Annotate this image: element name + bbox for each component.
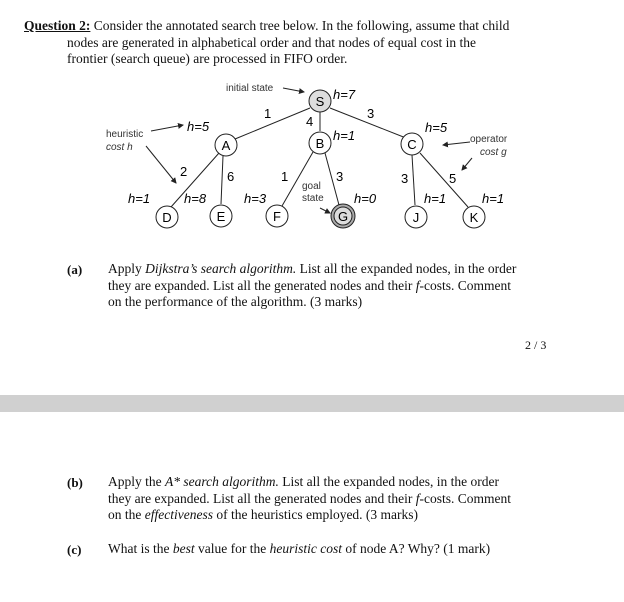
heuristic-J: h=1 [424,191,447,206]
edge-S-A [235,108,310,139]
operator-label-2: cost g [480,147,507,158]
node-B [309,132,331,154]
cost-B-G: 3 [336,169,344,184]
heuristic-arrow-1 [151,125,183,131]
part-a-label: (a) [67,262,83,277]
svg-text:J: J [412,210,420,225]
part-c-label: (c) [67,542,82,557]
heuristic-B: h=1 [333,128,356,143]
svg-text:K: K [469,210,479,225]
cost-S-A: 1 [264,106,272,121]
part-b-label: (b) [67,475,83,490]
heuristic-label-1: heuristic [106,129,144,140]
question-line-2: nodes are generated in alphabetical order and that nodes of equal cost in the [67,34,476,50]
node-D [156,206,178,228]
svg-text:D: D [162,210,172,225]
node-A [215,134,237,156]
page-number: 2 / 3 [525,338,547,352]
node-C [401,133,423,155]
operator-arrow-2 [462,158,472,170]
operator-arrow-1 [443,142,470,145]
heuristic-D: h=1 [128,191,151,206]
question-label: Question 2: [24,18,91,33]
question-line-3: frontier (search queue) are processed in FIFO order. [67,51,348,66]
heuristic-A: h=5 [187,119,210,134]
heuristic-S: h=7 [333,87,356,102]
goal-label-2: state [302,193,324,204]
heuristic-F: h=3 [244,191,267,206]
node-E [210,205,232,227]
svg-text:F: F [273,209,281,224]
edge-A-E [221,156,223,204]
cost-C-J: 3 [401,171,409,186]
edge-C-J [412,155,415,205]
part-c-text: What is the best value for the heuristic cost of node A? Why? (1 mark) [108,541,491,556]
goal-arrow [320,208,330,213]
heuristic-G: h=0 [354,191,377,206]
svg-text:C: C [407,137,417,152]
heuristic-arrow-2 [146,146,176,183]
svg-text:B: B [315,136,325,151]
heuristic-E: h=8 [184,191,207,206]
node-K [463,206,485,228]
page-break [0,395,624,412]
question-line-1: Consider the annotated search tree below. In the following, assume that child [93,18,510,33]
svg-text:G: G [337,209,349,224]
svg-text:E: E [216,209,226,224]
heuristic-K: h=1 [482,191,505,206]
node-S [309,90,331,112]
cost-B-F: 1 [281,169,289,184]
cost-S-B: 4 [306,114,314,129]
node-G [331,204,355,228]
initial-state-label: initial state [226,83,274,94]
goal-label-1: goal [302,181,321,192]
svg-text:A: A [221,138,231,153]
operator-label-1: operator [470,134,508,145]
node-J [405,206,427,228]
node-F [266,205,288,227]
initial-state-arrow [283,88,304,92]
cost-S-C: 3 [367,106,375,121]
heuristic-C: h=5 [425,120,448,135]
part-b-text: Apply the A* search algorithm. List all the expanded nodes, in the order they are expanded. List all the generated nodes and their f-costs. Comment on the effectiveness of the heuristics employed. (3 marks) [108,474,512,522]
svg-text:S: S [315,94,325,109]
heuristic-label-2: cost h [106,142,133,153]
cost-C-K: 5 [449,171,457,186]
cost-A-E: 6 [227,169,235,184]
part-a-text: Apply Dijkstra’s search algorithm. List all the expanded nodes, in the order they are expanded. List all the generated nodes and their f-costs. Comment on the performance of the algorithm. (3 marks) [108,261,517,309]
cost-A-D: 2 [180,164,188,179]
